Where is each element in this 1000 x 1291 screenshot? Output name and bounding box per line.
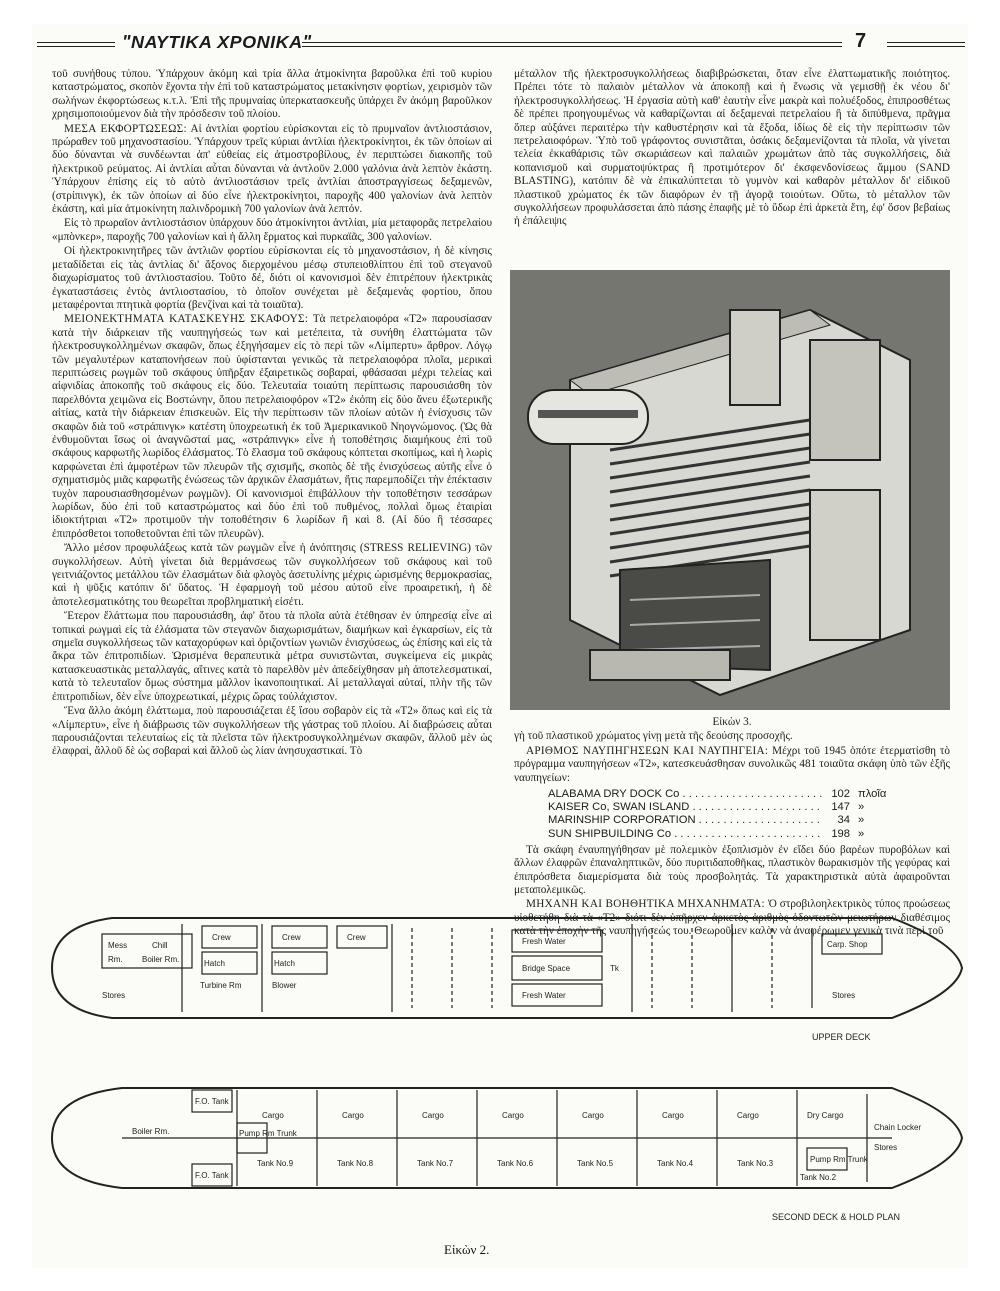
paragraph-text: Ἄλλο μέσον προφυλάξεως κατὰ τῶν ρωγμῶν εἶνε ἡ ἀνόπτησις ( xyxy=(64,542,364,555)
page-number: 7 xyxy=(855,30,867,52)
list-item xyxy=(548,828,908,841)
paragraph-text: Αἱ ἀντλίαι φορτίου εὑρίσκονται εἰς τὸ πρυμναῖον ἀντλιοστάσιον, πρώραθεν τοῦ μηχανοστασίου. Ὑπάρχουν τρεῖς κύριαι ἀντλίαι ἠλεκτροκίνητοι, ἐκ τῶν ὁποίων αἱ δύο δύνανται νὰ συνδέωνται ἀπ' εὐθείας εἰς ἀτμοστροβίλους, ἐν περιπτώσει διακοπῆς τοῦ ἠλεκτρικοῦ ρεύματος. Αἱ ἀντλίαι αὗται δύνανται νὰ ἀντλοῦν 2.000 γαλόνια ἀνὰ λεπτὸν ἑκάστη. Ὑπάρχουν ἐπίσης εἰς τὸ αὐτὸ ἀντλιοστάσιον τρεῖς ἀντλίαι ἀποστραγγίσεως δεξαμενῶν, (στρίπινγκ), ἐκ τῶν ὁποίων αἱ δύο εἶνε ἠλεκτροκίνητοι, παροχῆς 400 γαλονίων ἀνὰ λεπτὸν ἑκάστη, καὶ μία ἀτμοκίνητη παλινδρομικὴ 700 γαλονίων ἀνὰ λεπτόν. xyxy=(52,122,493,216)
label-bridge-space: Bridge Space xyxy=(522,964,571,973)
label-tank: Tank No.6 xyxy=(497,1159,534,1168)
paragraph-text: Ὁ στροβιλοηλεκτρικὸς τύπος προώσεως υἱοθετήθη διὰ τὰ «Τ2» διότι δὲν ὑπῆρχεν ἀρκετὸς ἀριθμὸς ὀδοντωτῶν μειωτήρων διαθέσιμος κατὰ τὴν ἐποχὴν τῆς ναυπηγήσεώς του. Θεωροῦμεν καλὸν νὰ ἀναφέρωμεν γενικὰ τινὰ περὶ τοῦ xyxy=(514,898,950,938)
paragraph: Τὰ σκάφη ἐναυπηγήθησαν μὲ πολεμικὸν ἐξοπλισμὸν ἐν εἴδει δύο βαρέων πυροβόλων καὶ ἄλλων ἐλαφρῶν ἐπαναληπτικῶν, δύο πυριτιδαποθῆκας, πλαστικὸν θωρακισμὸν τῆς γεφύρας καὶ ἐπιπρόσθετα διαμερίσματα διὰ τοὺς προσβολητάς. Τὰ χαρακτηριστικὰ αὐτὰ ἀφαιροῦνται μεταπολεμικῶς. xyxy=(514,843,950,897)
paragraph-defects xyxy=(52,313,492,541)
label-tk: Tk xyxy=(610,964,619,973)
masthead-rule-left xyxy=(37,42,115,47)
magazine-page xyxy=(32,24,968,1268)
magazine-title: "ΝΑΥΤΙΚΑ ΧΡΟΝΙΚΑ" xyxy=(122,32,312,52)
ship-count: 34 xyxy=(837,814,850,827)
paragraph-text: ), κατόπιν δὲ νὰ ἐπικαλύπτεται τὸ γυμνὸν καὶ καθαρὸν μέταλλον δι' εἰδικοῦ πλαστικοῦ χρώματος ἐκ τῶν διαφόρων ἐν τῇ ἀγορᾷ τοιούτων. Οὕτω, τὸ μέταλλον τῶν συγκολλήσεων προφυλάσσεται ἀπὸ πάσης ἐπαφῆς μὲ τὸ ὕδωρ ἐπὶ ἀρκετὰ ἔτη, ἐφ' ὅσον βεβαίως ἡ ἐπάλειψις xyxy=(514,175,950,228)
section-heading-defects: ΜΕΙΟΝΕΚΤΗΜΑΤΑ ΚΑΤΑΣΚΕΥΗΣ ΣΚΑΦΟΥΣ: xyxy=(64,313,309,326)
label-tank: Tank No.9 xyxy=(257,1159,294,1168)
ship-unit: » xyxy=(858,801,865,814)
economizer xyxy=(810,340,880,460)
label-pump-rm-trunk: Pump Rm Trunk xyxy=(239,1129,297,1138)
masthead xyxy=(32,32,968,54)
paragraph-text: μέταλλον τῆς ἠλεκτροσυγκολλήσεως διαβιβρώσκεται, ὅταν εἶνε ἐλαττωματικῆς ποιότητος. Πρέπει τότε τὸ παλαιὸν μέταλλον νὰ ἀποκοπῇ καὶ ἡ ἕνωσις νὰ γεμισθῇ ἐκ νέου δι' ἠλεκτροσυγκολλήσεως. Ἡ ἐργασία αὐτὴ καθ' ἑαυτὴν εἶνε μακρὰ καὶ πολυέξοδος, ἐπιπροσθέτως δὲ πρέπει προηγουμένως νὰ καθαρίζωνται αἱ δεξαμεναὶ πετρελαίου ἢ τὰ διπύθμενα, πρᾶγμα ὅπερ αὐξάνει περαιτέρω τὴν καθυστέρησιν καὶ τὰ ἔξοδα, ἰδίως δὲ εἰς τὴν περίπτωσιν τῶν πετρελαιοφόρων. Ὑπὸ τοῦ γράφοντος συνιστᾶται, ὁσάκις δεξαμενίζονται τὰ πλοῖα, νὰ γίνεται τελεία ἐκκαθάρισις τῶν σκωριάσεων καὶ παλαιῶν χρωμάτων ἀπὸ τὰς συγκολλήσεις, διὰ κοπανισμοῦ καὶ συρματοψύκτρας ἢ προτιμότερον δι' ἐκσφενδονίσεως ἄμμου ( xyxy=(514,68,950,174)
upper-deck-labels xyxy=(102,933,868,1000)
ship-unit: » xyxy=(858,814,865,827)
shipyard-name: ALABAMA DRY DOCK Co . . . xyxy=(548,788,824,801)
label-fo-tank: F.O. Tank xyxy=(195,1097,229,1106)
section-heading-yards: ΑΡΙΘΜΟΣ ΝΑΥΠΗΓΗΣΕΩΝ ΚΑΙ ΝΑΥΠΗΓΕΙΑ: xyxy=(526,744,769,757)
upper-bulkheads xyxy=(182,924,812,1012)
second-deck-labels xyxy=(132,1097,921,1182)
shipyard-name: MARINSHIP CORPORATION . . . xyxy=(548,814,824,827)
section-heading-machinery: ΜΗΧΑΝΗ ΚΑΙ ΒΟΗΘΗΤΙΚΑ ΜΗΧΑΝΗΜΑΤΑ: xyxy=(526,898,765,911)
label-tank: Tank No.2 xyxy=(800,1173,837,1182)
masthead-rule-right xyxy=(887,42,965,47)
label-cargo: Cargo xyxy=(342,1111,364,1120)
list-item xyxy=(548,788,908,801)
term-sand-blasting: SAND BLASTING xyxy=(514,161,950,188)
label-cargo: Cargo xyxy=(737,1111,759,1120)
label-chain-locker: Chain Locker xyxy=(874,1123,922,1132)
label-crew: Crew xyxy=(282,933,301,942)
ship-count: 198 xyxy=(831,827,850,840)
drum-fittings xyxy=(538,410,638,418)
ship-count: 102 xyxy=(831,788,850,801)
figure-3-caption: Εἰκὼν 3. xyxy=(712,716,752,728)
shipyard-list xyxy=(548,788,950,841)
label-tank: Tank No.3 xyxy=(737,1159,774,1168)
right-column-top xyxy=(514,68,950,230)
list-item xyxy=(548,814,908,827)
paragraph: τοῦ συνήθους τύπου. Ὑπάρχουν ἀκόμη καὶ τρία ἄλλα ἀτμοκίνητα βαροῦλκα ἐπὶ τοῦ κυρίου καταστρώματος, σκοπὸν ἔχοντα τὴν ἐπὶ τοῦ καταστρώματος μετακίνησιν φορτίων, χειρισμὸν τῶν σωλήνων ἐκφορτώσεως κ.τ.λ. Ἐπὶ τῆς πρυμναίας ὑπερκατασκευῆς ὑπάρχει ἓν ἀκόμη βαροῦλκον χρησιμοποιούμενον διὰ τὴν πρόσδεσιν τοῦ πλοίου. xyxy=(52,68,492,121)
ship-unit: πλοῖα xyxy=(858,788,887,801)
label-chill: Chill xyxy=(152,941,168,950)
label-turbine-rm: Turbine Rm xyxy=(200,981,242,990)
label-boiler-rm: Boiler Rm. xyxy=(142,955,180,964)
paragraph: γὴ τοῦ πλαστικοῦ χρώματος γίνῃ μετὰ τῆς δεούσης προσοχῆς. xyxy=(514,730,793,743)
label-mess: Mess xyxy=(108,941,128,950)
label-fresh-water: Fresh Water xyxy=(522,991,566,1000)
label-hatch-20: Hatch xyxy=(204,959,225,968)
label-stores: Stores xyxy=(832,991,856,1000)
ship-unit: » xyxy=(858,827,865,840)
upper-deck-plan xyxy=(52,918,962,1018)
shipyard-name: SUN SHIPBUILDING Co . . . xyxy=(548,828,824,841)
label-cargo: Cargo xyxy=(422,1111,444,1120)
paragraph: Εἰς τὸ πρωραῖον ἀντλιοστάσιον ὑπάρχουν δύο ἀτμοκίνητοι ἀντλίαι, μία μεταφορᾶς πετρελαίου «μπὸνκερ», παροχῆς 700 γαλονίων καὶ ἡ ἄλλη ἕρματος καὶ πυρκαϊᾶς, 300 γαλονίων. xyxy=(52,217,492,243)
label-tank: Tank No.7 xyxy=(417,1159,454,1168)
paragraph-yards xyxy=(514,745,950,785)
paragraph-text: Μέχρι τοῦ 1945 ὁπότε ἐτερματίσθη τὸ πρόγραμμα ναυπηγήσεων «Τ2», κατεσκευάσθησαν συνολικῶς 481 τοιαῦτα σκάφη ὑπὸ τῶν ἑξῆς ναυπηγείων: xyxy=(514,744,950,784)
ship-plans-figure xyxy=(32,908,968,1268)
label-rm: Rm. xyxy=(108,955,123,964)
paragraph-text: ) τῶν συγκολλήσεων. Αὐτὴ γίνεται διὰ θερμάνσεως τῶν συγκολλήσεων τοῦ σκάφους καὶ τοῦ γειτνιάζοντος μετάλλου τῶν ἐλασμάτων διὰ φλογὸς ἀσετυλίνης μέχρις ὡρισμένης θερμοκρασίας, καὶ ἡ ψῦξις κατόπιν δι' ὕδατος. Ἡ ἐφαρμογὴ τοῦ μέσου αὐτοῦ εἶνε προαιρετική, ἡ δὲ ἀποτελεσματικότης του θεωρεῖται προβληματική εἰσέτι. xyxy=(52,542,492,608)
label-carp-shop: Carp. Shop xyxy=(827,940,868,949)
uptake-duct xyxy=(730,310,780,405)
label-stores: Stores xyxy=(102,991,126,1000)
label-fo-tank: F.O. Tank xyxy=(195,1171,229,1180)
label-pump-rm-trunk: Pump Rm Trunk xyxy=(810,1155,868,1164)
paragraph-unloading xyxy=(52,123,492,217)
label-cargo: Cargo xyxy=(502,1111,524,1120)
section-heading-unloading: ΜΕΣΑ ΕΚΦΟΡΤΩΣΕΩΣ: xyxy=(64,122,187,135)
burner-front xyxy=(590,650,730,680)
label-tank: Tank No.5 xyxy=(577,1159,614,1168)
left-column xyxy=(52,68,492,760)
second-deck-title: SECOND DECK & HOLD PLAN xyxy=(772,1212,901,1222)
label-cargo: Cargo xyxy=(582,1111,604,1120)
label-tank: Tank No.4 xyxy=(657,1159,694,1168)
label-boiler-rm: Boiler Rm. xyxy=(132,1127,170,1136)
boiler-cutaway-figure xyxy=(510,270,950,710)
label-blower: Blower xyxy=(272,981,297,990)
paragraph: Οἱ ἠλεκτροκινητῆρες τῶν ἀντλιῶν φορτίου εὑρίσκονται εἰς τὸ μηχανοστάσιον, ἡ δὲ κίνησις μεταδίδεται εἰς τὰς ἀντλίας δι' ἄξονος διερχομένου μέσῳ στυπειοθλίπτου ἐπὶ τοῦ στεγανοῦ διαχωρίσματος τοῦ ἀντλιοστασίου. Τοῦτο δέ, διότι οἱ κανονισμοὶ δὲν ἐπιτρέπουν ἠλεκτρικὰς ἐγκαταστάσεις ἐντὸς ἀντλιοστασίου, τὸ ὁποῖον συνέχεται μὲ δεξαμενὰς φορτίου, ὅπου μεταφέρονται πτητικὰ φορτία (βενζίναι καὶ τὰ τοιαῦτα). xyxy=(52,245,492,311)
ship-count: 147 xyxy=(831,801,850,814)
label-cargo: Cargo xyxy=(262,1111,284,1120)
label-hatch-30: Hatch xyxy=(274,959,295,968)
label-crew: Crew xyxy=(347,933,366,942)
label-stores: Stores xyxy=(874,1143,898,1152)
label-fresh-water: Fresh Water xyxy=(522,937,566,946)
upper-deck-title: UPPER DECK xyxy=(812,1032,871,1042)
term-stress-relieving: STRESS RELIEVING xyxy=(363,542,468,555)
label-tank: Tank No.8 xyxy=(337,1159,374,1168)
label-dry-cargo: Dry Cargo xyxy=(807,1111,844,1120)
paragraph-sand-blasting xyxy=(514,68,950,229)
paragraph: Ἕτερον ἔλάττωμα που παρουσιάσθη, ἀφ' ὅτου τὰ πλοῖα αὐτὰ ἐτέθησαν ἐν ὑπηρεσίᾳ εἶνε αἱ τοπικαὶ ρωγμαὶ εἰς τὰ ἐλάσματα τῶν στεγανῶν διαχωρισμάτων, διαμήκων καὶ ἐγκαρσίων, εἰς τὰ σημεῖα συγκολλήσεως τῶν καταχορύφων καὶ ὁριζοντίων γωνιῶν ἐνισχύσεως, ὡς ἐπίσης καὶ εἰς τὰ ἄκρα τῶν ἐπιτροπιδίων. Ὡρισμένα θεραπευτικὰ μέτρα συνιστῶνται, συγκείμενα εἰς μικρὰς κατασκευαστικὰς μεταλλαγάς, αἵτινες κατὰ τὸ παρελθὸν μὲν ἀπεδείχθησαν μὴ ἀποτελεσματικαί, κατὰ τὸ τελευταῖον ὅμως σύστημα μᾶλλον ἱκανοποιητικαί. Αἱ μεταλλαγαὶ αὐταί, πλὴν τῆς τῶν ἐπιτροπιδίων, δὲν εἶνε ὑποχρεωτικαί, μέχρις ὥρας τοὐλάχιστον. xyxy=(52,610,492,703)
label-crew: Crew xyxy=(212,933,231,942)
superheater-header xyxy=(810,490,880,640)
right-column-bottom xyxy=(514,716,950,940)
label-cargo: Cargo xyxy=(662,1111,684,1120)
list-item xyxy=(548,801,908,814)
masthead-rule-center xyxy=(302,42,842,47)
figure-2-caption: Εἰκὼν 2. xyxy=(444,1242,490,1257)
paragraph-stress-relieving xyxy=(52,542,492,609)
upper-frame-lines xyxy=(412,928,772,1008)
paragraph-text: Τὰ πετρελαιοφόρα «Τ2» παρουσίασαν κατὰ τὴν διάρκειαν τῆς ναυπηγήσεώς των καὶ μετέπειτα, τὰ συνήθη ἐλαττώματα τῶν ἠλεκτροσυγκολλημένων σκαφῶν, ὅπως ἐξηγήσαμεν εἰς τὸ περὶ τῶν «Λίμπερτυ» ἄρθρον. Λόγῳ τῶν μεγαλυτέρων καταπονήσεων ποὺ ὑφίστανται γενικῶς τὰ πετρελαιοφόρα πλοῖα, μερικαὶ περιπτώσεις ρωγμῶν τοῦ σκάφους ὑπῆρξαν ἐξαιρετικῶς σοβαραί, φθάσασαι μέχρι τελείας καὶ αἰφνιδίας ἀποκοπῆς τοῦ σκάφους εἰς δύο. Τελευταία τοιαύτη περίπτωσις παρουσιάσθη τὸν παρελθόντα χειμῶνα εἰς Βοστώνην, ὅπου πετρελαιοφόρον «Τ2» ἐκόπη εἰς δύο ἄνευ ἐξωτερικῆς αἰτίας, κατὰ τὴν διάρκειαν ἐπισκευῶν. Εἰς τὴν περίπτωσιν τῶν πλοίων αὐτῶν ἡ ἐνίσχυσις τῶν σκαφῶν διὰ τοῦ «στράπινγκ» κατέστη ὑποχρεωτικὴ ἐκ τοῦ Ἀμερικανικοῦ Νηογνώμονος. (Ὡς θὰ ἐνθυμοῦνται ἴσως οἱ ἀναγνῶσταί μας, «στράπινγκ» εἶνε ἡ τοποθέτησις διαμήκους ἐπὶ τοῦ σκάφους καρφωτῆς λωρίδος ἐλάσματος. Τὸ ἔλασμα τοῦ σκάφους κόπτεται σκοπίμως, καὶ ἡ λωρὶς καρφώνεται ἐπὶ ἀμφοτέρων τῶν πλευρῶν τῆς σχισμῆς, σκοπὸς δὲ τῆς ἐνισχύσεως αὐτῆς εἶνε ὁ σχηματισμὸς μιᾶς καρφωτῆς ἑνώσεως τῶν ἀρχικῶν ἐλασμάτων, ἥτις παρεμποδίζει τὴν ἐπέκτασιν τυχὸν παρουσιασθησομένων ρωγμῶν). Οἱ κανονισμοὶ ἐπιβάλλουν τὴν τοποθέτησιν τεσσάρων λωρίδων, δύο ἐπὶ τοῦ καταστρώματος καὶ δύο ἐπὶ τοῦ πυθμένος, πολλαὶ ὅμως ἑταιρίαι ἰδιοκτήτριαι «Τ2» προτιμοῦν τὴν τοποθέτησιν 6 λωρίδων ἢ καὶ 8. (Αἱ δύο ἢ τέσσαρες ἐπιπρόσθετοι τοποθετοῦνται ἐπὶ τῶν πλευρῶν). xyxy=(52,313,492,540)
paragraph: Ἕνα ἄλλο ἀκόμη ἐλάττωμα, ποὺ παρουσιάζεται ἐξ ἴσου σοβαρὸν εἰς τὰ «Τ2» ὅπως καὶ εἰς τὰ «Λίμπερτυ», εἶνε ἡ διάβρωσις τῶν συγκολλήσεων τῆς γάστρας τοῦ πλοίου. Αἱ διαβρώσεις αὗται παρουσιάζονται τελευταίως εἰς τὰ πλεῖστα τῶν ἠλεκτροσυγκολλημένων σκαφῶν, ἄλλοῦ μὲν ὡς ἐλαφραί, ἄλλοῦ δὲ ὡς σοβαραὶ καὶ ἄλλοῦ ὡς λίαν ἀνησυχαστικαί. Τὸ xyxy=(52,705,492,758)
shipyard-name: KAISER Co, SWAN ISLAND . . . xyxy=(548,801,824,814)
